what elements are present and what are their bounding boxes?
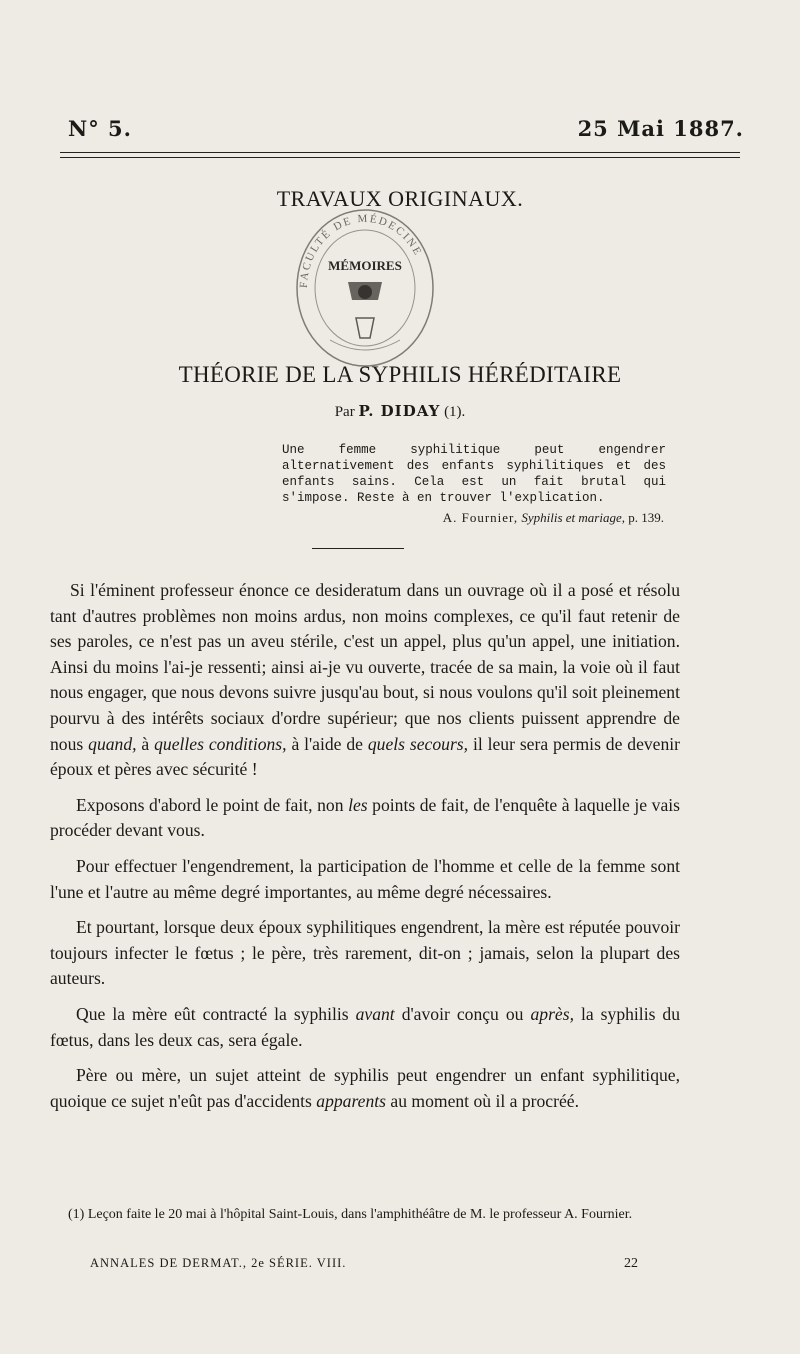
svg-text:FACULTÉ DE MÉDECINE [298, 213, 424, 288]
journal-reference: ANNALES DE DERMAT., 2e SÉRIE. VIII. [90, 1256, 347, 1270]
library-stamp [290, 200, 440, 375]
page-footer [90, 1256, 638, 1272]
epigraph-source [443, 510, 664, 526]
paragraph: Et pourtant, lorsque deux époux syphilitiques engendrent, la mère est réputée pouvoir toujours infecter le fœtus ; le père, très rarement, dit-on ; jamais, selon la plupart des auteurs. [50, 917, 680, 989]
author-name: P. DIDAY [358, 402, 441, 420]
byline [0, 402, 800, 421]
paragraph: Père ou mère, un sujet atteint de syphilis peut engendrer un enfant syphilitique, quoique ce sujet n'eût pas d'accidents apparents au moment où il a procréé. [50, 1065, 680, 1111]
header-rule [60, 152, 740, 153]
footnote: (1) Leçon faite le 20 mai à l'hôpital Saint-Louis, dans l'amphithéâtre de M. le professeur A. Fournier. [68, 1207, 633, 1222]
paragraph: Pour effectuer l'engendrement, la participation de l'homme et celle de la femme sont l'une et l'autre au même degré importantes, au même degré nécessaires. [50, 855, 680, 902]
epigraph-book-title: Syphilis et mariage, [521, 510, 625, 525]
paragraph: Si l'éminent professeur énonce ce desideratum dans un ouvrage où il a posé et résolu tant d'autres problèmes non moins ardus, non moins complexes, ce qu'il faut retenir de ses paroles, ce n'est pas un aveu stérile, c'est un appel, plus qu'un appel, une initiation. Ainsi du moins l'ai-je ressenti; ainsi ai-je vu ouverte, tracée de sa main, la voie où il faut nous engager, que nous devons suivre jusqu'au bout, si nous voulons qu'il soit pleinement pourvu à des intérêts sociaux d'ordre supérieur; que nos clients puissent apprendre de nous quand, à quelles conditions, à l'aide de quels secours, il leur sera permis de devenir époux et pères avec sécurité ! [50, 580, 681, 780]
epigraph-quote: Une femme syphilitique peut engendrer alternativement des enfants syphilitiques et des enfants sains. Cela est un fait brutal qui s'impose. Reste à en trouver l'explication. [282, 443, 666, 505]
section-title: TRAVAUX ORIGINAUX. [276, 186, 524, 211]
page-number: 22 [624, 1256, 638, 1271]
issue-number: N° 5. [68, 116, 132, 141]
page-header [68, 116, 744, 141]
paragraph: Exposons d'abord le point de fait, non les points de fait, de l'enquête à laquelle je vais procéder devant vous. [50, 794, 680, 841]
article-body [50, 578, 680, 1124]
epigraph-author: A. Fournier, [442, 510, 519, 525]
stamp-ring-text: FACULTÉ DE MÉDECINE [297, 212, 425, 289]
issue-date: 25 Mai 1887. [577, 116, 744, 141]
paragraph: Que la mère eût contracté la syphilis avant d'avoir conçu ou après, la syphilis du fœtus, dans les deux cas, sera égale. [50, 1003, 681, 1050]
footnote-ref: (1). [444, 404, 466, 420]
byline-prefix: Par [334, 404, 355, 420]
stamp-center-text: MÉMOIRES [328, 258, 402, 273]
separator-rule [312, 548, 404, 549]
article-title: THÉORIE DE LA SYPHILIS HÉRÉDITAIRE [178, 362, 622, 387]
header-rule-thin [60, 157, 740, 158]
epigraph-page: p. 139. [628, 510, 664, 525]
